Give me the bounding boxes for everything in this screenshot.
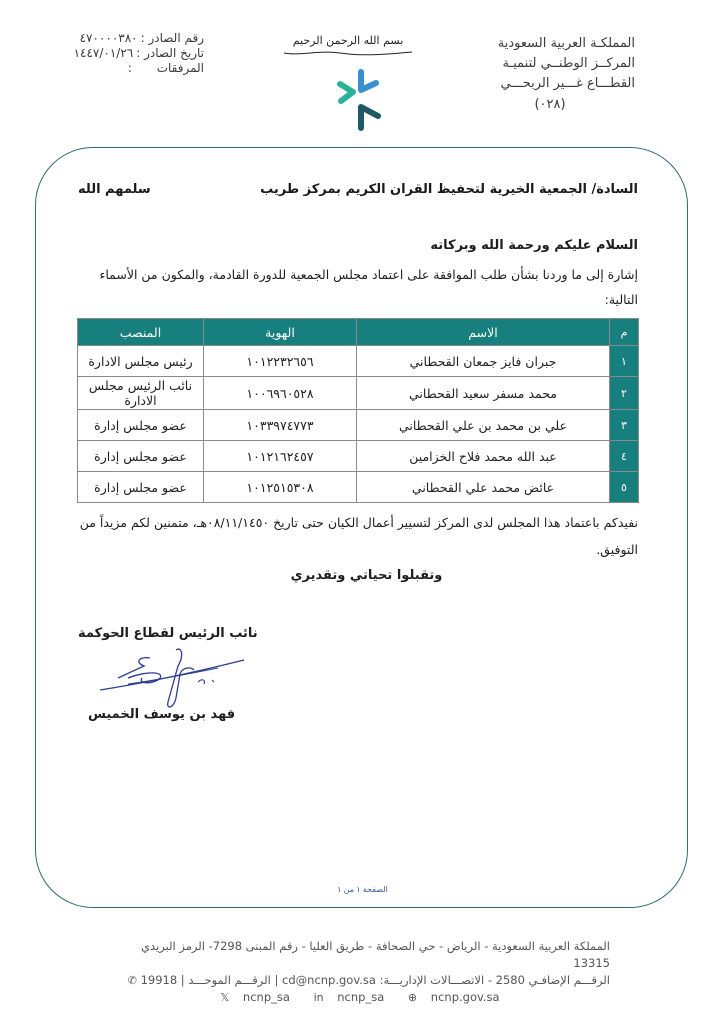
approval-paragraph: نفيدكم باعتماد هذا المجلس لدى المركز لتسيير أعمال الكيان حتى تاريخ ٠٨/١١/١٤٥٠هـ، متمنين لكم مزيداً من التوفيق. (79, 515, 638, 557)
social-x[interactable] (215, 990, 295, 1004)
signatory-title: نائب الرئيس لقطاع الحوكمة (78, 626, 258, 641)
social-website[interactable] (403, 990, 505, 1004)
column-header-name: الاسم (357, 319, 610, 346)
cell-index: ٥ (610, 472, 639, 503)
ncnp-logo (336, 68, 386, 132)
org-line: المركــز الوطنــي لتنميـة (502, 56, 635, 71)
cell-id: ١٠١٢١٦٢٤٥٧ (204, 441, 357, 472)
column-header-position: المنصب (78, 319, 204, 346)
reference-number-label: رقم الصادر : (140, 31, 204, 45)
column-header-id: الهوية (204, 319, 357, 346)
table-row (78, 346, 639, 377)
org-line: المملكـة العربية السعودية (497, 36, 635, 51)
cell-index: ٢ (610, 377, 639, 410)
cell-position: رئيس مجلس الادارة (78, 346, 204, 377)
logo-blue-chevron (361, 72, 376, 90)
basmala-flourish (280, 48, 416, 58)
reference-date-label: تاريخ الصادر : (136, 46, 204, 60)
signatory-name: فهد بن يوسف الخميس (88, 707, 236, 722)
cell-index: ٤ (610, 441, 639, 472)
reference-number-row (56, 31, 204, 46)
cell-index: ٣ (610, 410, 639, 441)
footer-address: المملكة العربية السعودية - الرياض - حي الصحافة - طريق العليا - رقم المبنى 7298- الرمز البريدي 13315 (140, 939, 610, 970)
cell-index: ١ (610, 346, 639, 377)
table-row (78, 472, 639, 503)
basmala-text: بسم الله الرحمن الرحيم (292, 34, 404, 47)
cell-name: علي بن محمد بن علي القحطاني (357, 410, 610, 441)
cell-name: محمد مسفر سعيد القحطاني (357, 377, 610, 410)
table-row (78, 377, 639, 410)
x-icon: 𝕏 (220, 991, 230, 1004)
salutation-end: سلمهم الله (78, 182, 151, 197)
table-header-row (78, 319, 639, 346)
cell-position: نائب الرئيس مجلس الادارة (78, 377, 204, 410)
reference-date-value: ١٤٤٧/٠١/٢٦ (73, 46, 134, 60)
cell-id: ١٠١٢٢٣٢٦٥٦ (204, 346, 357, 377)
organization-header (465, 34, 635, 115)
table-row (78, 441, 639, 472)
attachments-row (56, 61, 204, 76)
reference-block (56, 31, 204, 76)
social-linkedin-label: ncnp_sa (337, 990, 385, 1004)
footer-contact (110, 972, 610, 989)
reference-number-value: ٤٧٠٠٠٠٣٨٠ (79, 31, 138, 45)
cell-id: ١٠٠٦٩٦٠٥٢٨ (204, 377, 357, 410)
cell-id: ١٠١٢٥١٥٣٠٨ (204, 472, 357, 503)
logo-dark-chevron (361, 107, 378, 128)
footer-social-links (110, 989, 610, 1006)
cell-position: عضو مجلس إدارة (78, 441, 204, 472)
social-x-label: ncnp_sa (242, 990, 290, 1004)
handwritten-signature (98, 648, 248, 710)
footer-contact-text: الرقـــم الإضافـي 2580 - الاتصـــالات الإداريـــة: cd@ncnp.gov.sa | الرقـــم الموحـــد | 19918 (140, 973, 610, 987)
logo-teal-chevron (340, 84, 353, 101)
cell-id: ١٠٣٣٩٧٤٧٧٣ (204, 410, 357, 441)
footer (110, 938, 610, 1006)
reference-date-row (56, 46, 204, 61)
cell-name: عبد الله محمد فلاح الخزامين (357, 441, 610, 472)
addressee: السادة/ الجمعية الخيرية لتحفيظ القران الكريم بمركز طريب (260, 182, 638, 197)
org-code: (٠٢٨) (534, 97, 566, 112)
linkedin-icon: in (313, 991, 324, 1004)
cell-position: عضو مجلس إدارة (78, 472, 204, 503)
social-linkedin[interactable] (309, 990, 390, 1004)
cell-name: عائض محمد علي القحطاني (357, 472, 610, 503)
cell-position: عضو مجلس إدارة (78, 410, 204, 441)
page-number: الصفحة ١ من ١ (337, 885, 388, 894)
table-row (78, 410, 639, 441)
social-website-label: ncnp.gov.sa (430, 990, 500, 1004)
globe-icon: ⊕ (407, 991, 418, 1004)
attachments-label: المرفقات (156, 61, 204, 75)
phone-icon: ✆ (127, 974, 137, 987)
intro-paragraph: إشارة إلى ما وردنا بشأن طلب الموافقة على اعتماد مجلس الجمعية للدورة القادمة، والمكون من الأسماء التالية: (99, 267, 638, 307)
org-line: القطـــاع غـــير الربحـــي (500, 76, 635, 91)
attachments-value: : (127, 61, 132, 75)
board-members-table (77, 318, 639, 503)
greeting: السلام عليكم ورحمة الله وبركاته (430, 238, 638, 253)
basmala (280, 33, 416, 59)
cell-name: جبران فايز جمعان القحطاني (357, 346, 610, 377)
column-header-index: م (610, 319, 639, 346)
closing-line: وتقبلوا تحياتي وتقديري (290, 568, 443, 583)
